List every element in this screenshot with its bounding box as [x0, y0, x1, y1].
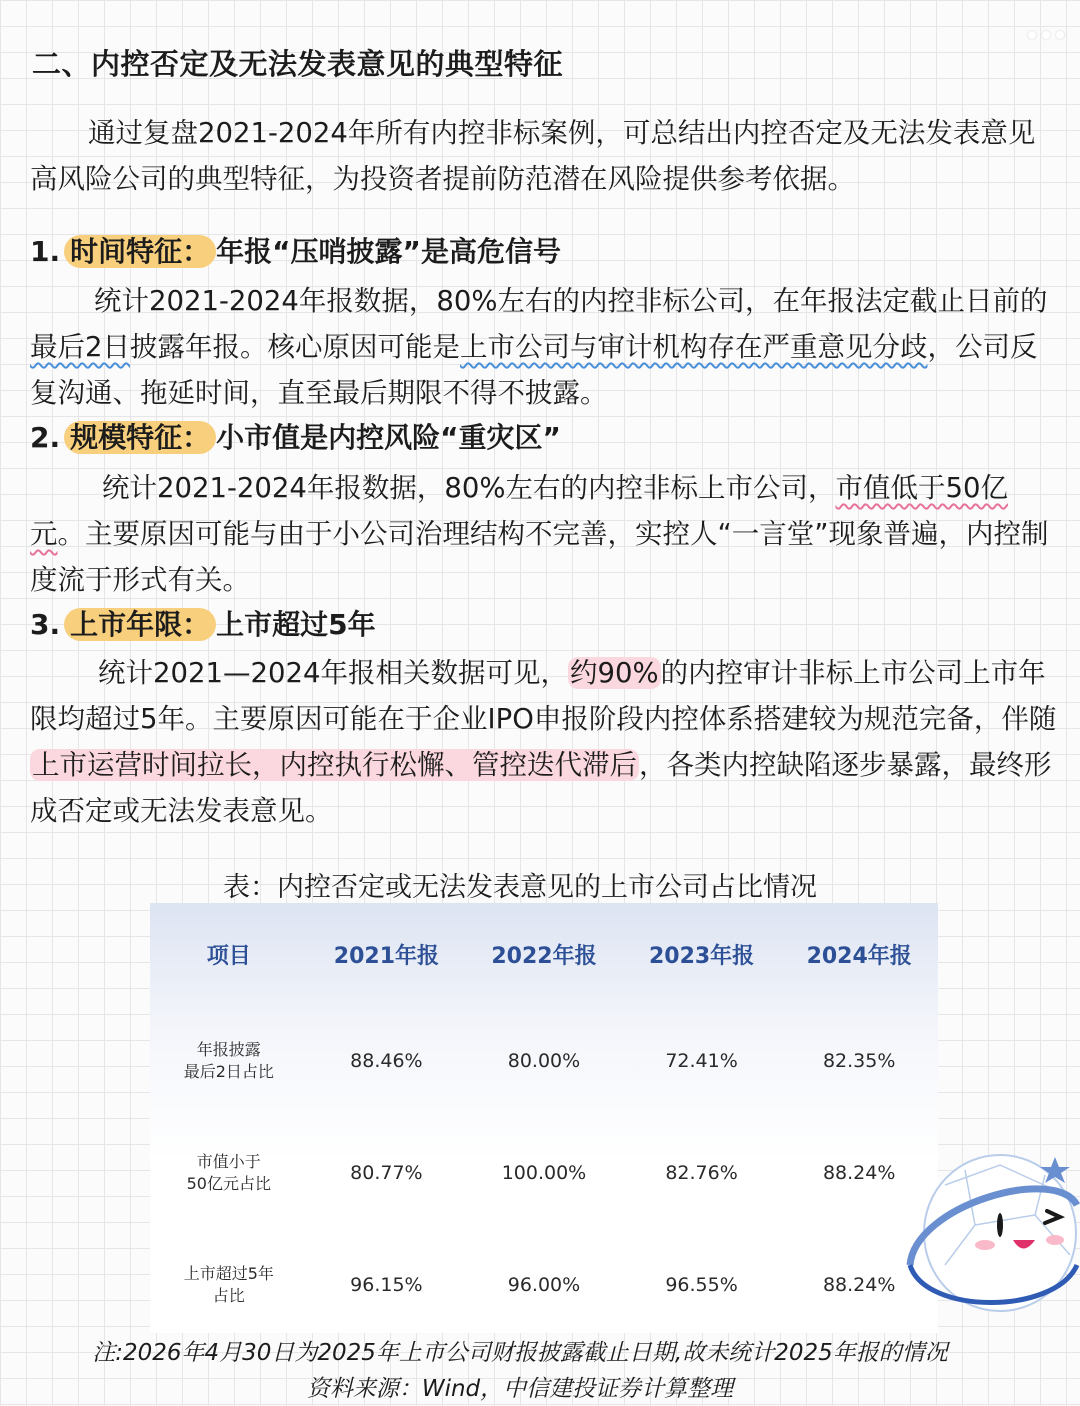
table-caption: 表：内控否定或无法发表意见的上市公司占比情况: [223, 872, 817, 903]
body-text: 的内控审计非标上市公司上市年限均超过5年。主要原因可能在于企业IPO申报阶段内控体系搭建较为规范完备，伴随: [30, 657, 1057, 735]
feature-body-time: [30, 278, 1060, 416]
body-text: 披露年报。核心原因可能是: [130, 331, 460, 363]
row-label-line: 最后2日占比: [183, 1062, 274, 1081]
feature-number: 2.: [30, 421, 61, 454]
feature-number: 1.: [30, 235, 61, 268]
table-header-cell: 项目: [206, 943, 251, 969]
table-row: [150, 1117, 938, 1229]
row-label-line: 占比: [212, 1286, 245, 1305]
table-row: [150, 1229, 938, 1341]
table-cell: 82.35%: [822, 1050, 896, 1072]
feature-tag-listing: 上市年限：: [64, 608, 216, 641]
table-cell: 88.46%: [350, 1050, 423, 1072]
table-cell: 82.76%: [665, 1162, 738, 1184]
feature-tag-scale: 规模特征：: [64, 421, 216, 454]
mascot-icon: [905, 1145, 1080, 1325]
feature-body-scale: [30, 465, 1060, 603]
table-cell: 88.24%: [822, 1162, 896, 1184]
feature-body-listing: [30, 650, 1060, 834]
table-cell: 80.00%: [507, 1050, 581, 1072]
body-text: ，公司反复沟通、拖延时间，直至最后期限不得不披露。: [30, 331, 1038, 409]
table-header-cell: 2021年报: [333, 943, 439, 969]
highlighted-text: 约90%: [569, 657, 659, 689]
table-cell: 96.55%: [665, 1274, 738, 1296]
section-title: 二、内控否定及无法发表意见的典型特征: [32, 47, 564, 81]
body-text: ，各类内控缺陷逐步暴露，最终形成否定或无法发表意见。: [30, 749, 1052, 827]
table-row: [150, 1005, 938, 1117]
row-label-line: 上市超过5年: [183, 1264, 274, 1283]
feature-title-listing: 上市超过5年: [216, 608, 376, 641]
body-text: 统计2021-2024年报数据，80%左右的内控非标公司，在年报法定截止日前的: [94, 285, 1048, 317]
row-label: [150, 1117, 308, 1229]
table-cell: 96.15%: [350, 1274, 423, 1296]
row-label-line: 50亿元占比: [186, 1174, 271, 1193]
table-header-cell: 2022年报: [491, 943, 597, 969]
feature-number: 3.: [30, 608, 61, 641]
intro-paragraph: 通过复盘2021-2024年所有内控非标案例，可总结出内控否定及无法发表意见高风险公司的典型特征，为投资者提前防范潜在风险提供参考依据。: [30, 117, 1036, 195]
body-text: 。主要原因可能与由于小公司治理结构不完善，实控人“一言堂”现象普遍，内控制度流于形式有关。: [30, 518, 1049, 596]
underlined-text: 上市公司与审计机构存在严重意见分歧: [460, 331, 928, 363]
table-header-cell: 2024年报: [806, 943, 912, 969]
row-label-line: 年报披露: [196, 1040, 261, 1059]
table-cell: 96.00%: [507, 1274, 581, 1296]
body-text: 统计2021—2024年报相关数据可见，: [98, 657, 568, 689]
feature-heading-listing: [30, 605, 376, 645]
feature-heading-time: [30, 232, 561, 272]
row-label: [150, 1229, 308, 1341]
underlined-text: 市值低于50亿元: [30, 472, 1009, 550]
table-header-cell: 2023年报: [648, 943, 755, 969]
table-cell: 100.00%: [501, 1162, 587, 1184]
table-note: 注:2026年4月30日为2025年上市公司财报披露截止日期,故未统计2025年报的情况: [92, 1340, 948, 1366]
data-table: [150, 903, 938, 1341]
highlighted-text: 上市运营时间拉长，内控执行松懈、管控迭代滞后: [32, 749, 637, 781]
data-table-container: [150, 903, 938, 1333]
table-cell: 88.24%: [822, 1274, 896, 1296]
data-source: 资料来源：Wind，中信建投证券计算整理: [306, 1376, 734, 1402]
row-label-line: 市值小于: [196, 1152, 261, 1171]
feature-title-scale: 小市值是内控风险“重灾区”: [216, 421, 561, 454]
table-cell: 80.77%: [350, 1162, 423, 1184]
table-header-row: [150, 903, 938, 1005]
row-label: [150, 1005, 308, 1117]
feature-title-time: 年报“压哨披露”是高危信号: [216, 235, 561, 268]
table-cell: 72.41%: [665, 1050, 738, 1072]
underlined-text: 最后2日: [30, 331, 130, 363]
page-indicator-dots: [1022, 24, 1064, 43]
feature-heading-scale: [30, 418, 561, 458]
body-text: 统计2021-2024年报数据，80%左右的内控非标上市公司，: [102, 472, 836, 504]
feature-tag-time: 时间特征：: [64, 235, 216, 268]
